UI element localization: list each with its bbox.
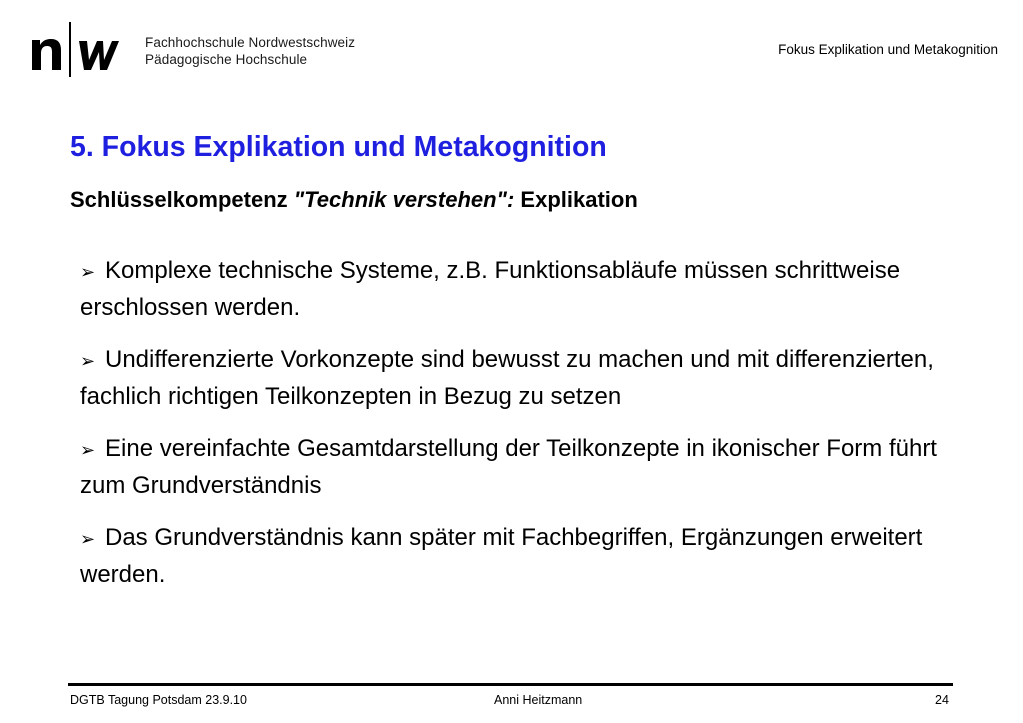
fhnw-logo [30,20,375,78]
bullet-text: Komplexe technische Systeme, z.B. Funktionsabläufe müssen schrittweise erschlossen werden. [80,257,901,321]
bullet-item [80,520,960,592]
subtitle-suffix: Explikation [514,187,638,212]
bullet-text: Undifferenzierte Vorkonzepte sind bewusst zu machen und mit differenzierten, fachlich richtigen Teilkonzepten in Bezug zu setzen [80,346,934,410]
subtitle-prefix: Schlüsselkompetenz [70,187,294,212]
arrow-bullet-icon: ➢ [80,529,96,549]
arrow-bullet-icon: ➢ [80,351,96,371]
logo-line1: Fachhochschule Nordwestschweiz [145,35,356,50]
footer-event: DGTB Tagung Potsdam 23.9.10 [70,693,247,707]
slide-title: 5. Fokus Explikation und Metakognition [70,131,607,163]
logo-line2: Pädagogische Hochschule [145,52,308,67]
arrow-bullet-icon: ➢ [80,262,96,282]
arrow-bullet-icon: ➢ [80,440,96,460]
slide-subtitle [70,187,638,213]
bullet-text: Eine vereinfachte Gesamtdarstellung der Teilkonzepte in ikonischer Form führt zum Grundverständnis [80,435,937,499]
subtitle-italic: "Technik verstehen": [293,187,515,212]
footer-author: Anni Heitzmann [494,693,583,707]
bullet-item [80,253,960,325]
footer-divider [68,683,953,686]
bullet-item [80,342,960,414]
page-number: 24 [935,693,949,707]
bullet-list [80,253,960,609]
header-section-title: Fokus Explikation und Metakognition [778,42,998,57]
bullet-text: Das Grundverständnis kann später mit Fachbegriffen, Ergänzungen erweitert werden. [80,524,923,588]
bullet-item [80,431,960,503]
nw-logo-icon [30,20,130,78]
